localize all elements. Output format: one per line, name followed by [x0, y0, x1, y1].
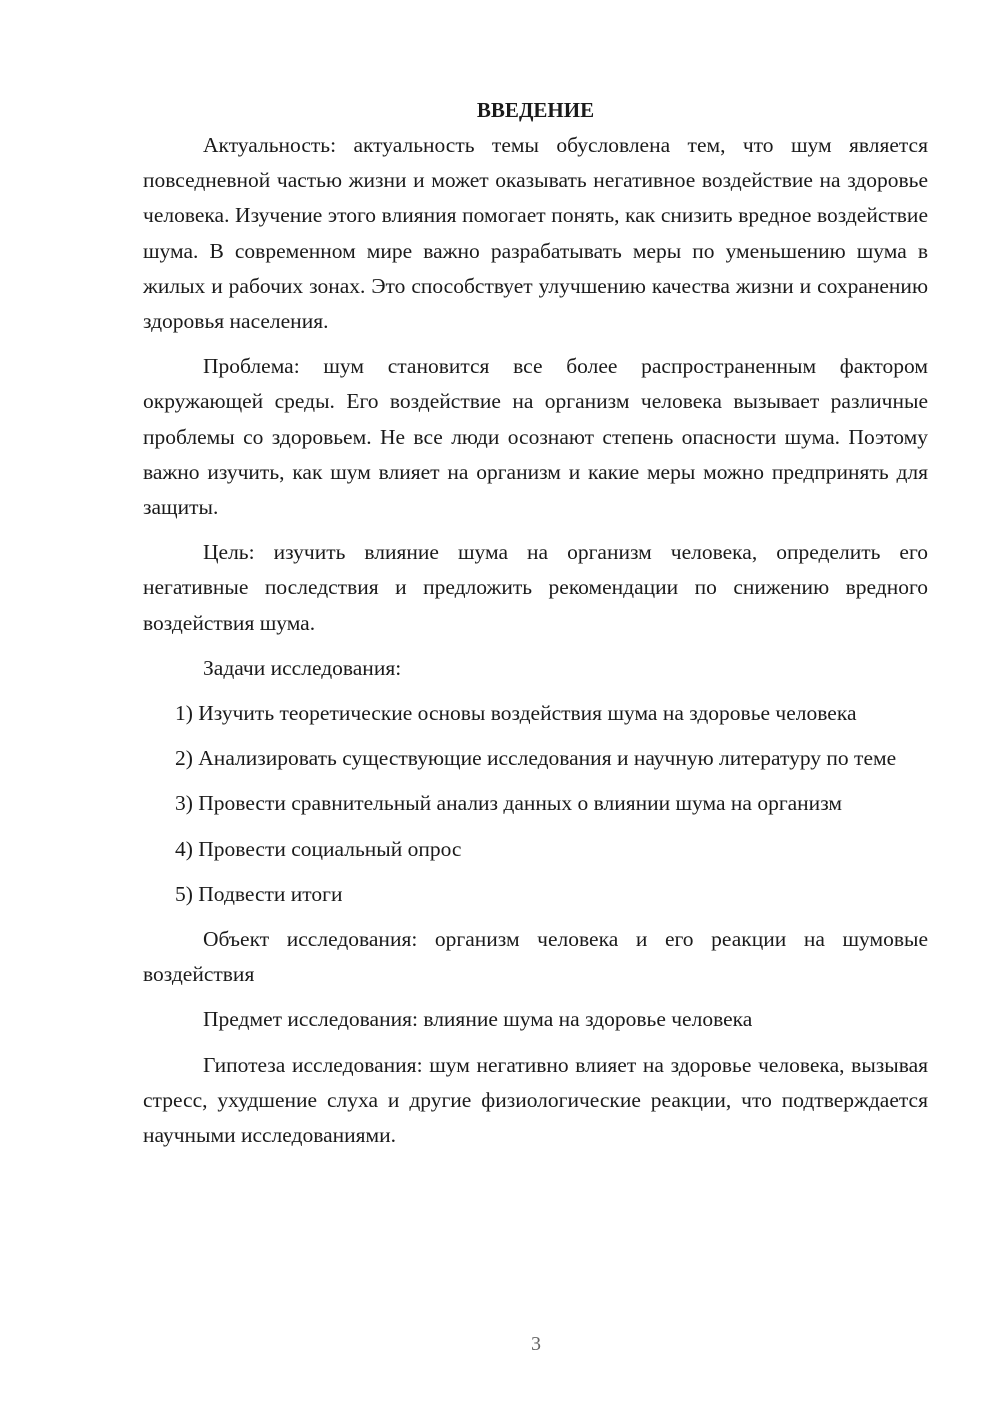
page-number: 3 [531, 1333, 541, 1355]
task-item-5: 5) Подвести итоги [175, 881, 343, 906]
task-item-2: 2) Анализировать существующие исследования и научную литературу по теме [175, 746, 897, 771]
tasks-heading: Задачи исследования: [203, 655, 402, 680]
task-item-1: 1) Изучить теоретические основы воздействия шума на здоровье человека [175, 701, 857, 726]
task-item-4: 4) Провести социальный опрос [175, 836, 462, 861]
paragraph-subject: Предмет исследования: влияние шума на здоровье человека [203, 1007, 753, 1032]
paragraph-problem: Проблема: шум становится все более распространенным фактором окружающей среды. Его воздействие на организм человека вызывает различные проблемы со здоровьем. Не все люди осознают степень опасности шума. Поэтому важно изучить, как шум влияет на организм и какие меры можно предпринять для защиты. [143, 354, 928, 520]
paragraph-goal: Цель: изучить влияние шума на организм человека, определить его негативные последствия и предложить рекомендации по снижению вредного воздействия шума. [143, 540, 928, 635]
paragraph-object: Объект исследования: организм человека и его реакции на шумовые воздействия [143, 927, 928, 987]
page-title: ВВЕДЕНИЕ [476, 98, 595, 122]
task-item-3: 3) Провести сравнительный анализ данных о влиянии шума на организм [175, 791, 842, 816]
paragraph-relevance: Актуальность: актуальность темы обусловлена тем, что шум является повседневной частью жизни и может оказывать негативное воздействие на здоровье человека. Изучение этого влияния помогает понять, как снизить вредное воздействие шума. В современном мире важно разрабатывать меры по уменьшению шума в жилых и рабочих зонах. Это способствует улучшению качества жизни и сохранению здоровья населения. [143, 133, 928, 334]
paragraph-hypothesis: Гипотеза исследования: шум негативно влияет на здоровье человека, вызывая стресс, ухудшение слуха и другие физиологические реакции, что подтверждается научными исследованиями. [143, 1052, 928, 1148]
document-page [143, 92, 928, 1163]
